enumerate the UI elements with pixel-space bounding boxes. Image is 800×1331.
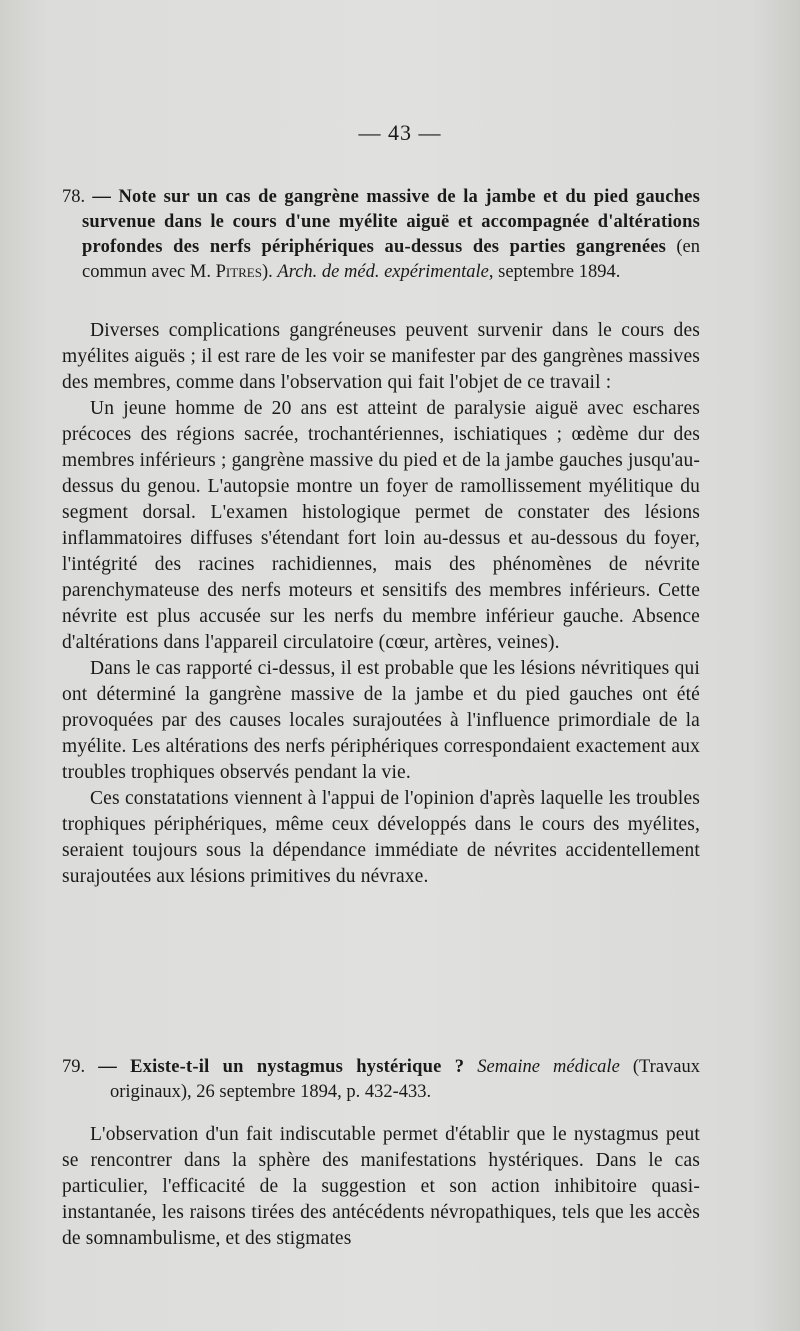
entry-79-citation	[62, 1055, 700, 1105]
entry-79-heading	[62, 1055, 700, 1105]
entry-79-body	[62, 1122, 700, 1252]
page-number: — 43 —	[358, 120, 442, 145]
entry-78-coauthor-suffix: ).	[261, 262, 278, 282]
entry-78-paragraph-2: Un jeune homme de 20 ans est atteint de paralysie aiguë avec eschares précoces des régions sacrée, trochantériennes, ischiatiques ; œdème dur des membres inférieurs ; gangrène massive du pied et de la jambe gauches jusqu'au-dessus du genou. L'autopsie montre un foyer de ramollissement myélitique du segment dorsal. L'examen histologique permet de constater des lésions inflammatoires diffuses s'étendant fort loin au-dessus et au-dessous du foyer, l'intégrité des racines rachidiennes, mais des phénomènes de névrite parenchymateuse des nerfs moteurs et sensitifs des membres inférieurs. Cette névrite est plus accusée sur les nerfs du membre inférieur gauche. Absence d'altérations dans l'appareil circulatoire (cœur, artères, veines).	[62, 398, 700, 653]
entry-78-paragraph-4: Ces constatations viennent à l'appui de l'opinion d'après laquelle les troubles trophiques périphériques, même ceux développés dans le cours des myélites, seraient toujours sous la dépendance immédiate de névrites accidentellement surajoutées aux lésions primitives du névraxe.	[62, 788, 700, 887]
entry-78-paragraph-3: Dans le cas rapporté ci-dessus, il est probable que les lésions névritiques qui ont déterminé la gangrène massive de la jambe et du pied gauches ont été provoquées par des causes locales surajoutées à l'influence primordiale de la myélite. Les altérations des nerfs périphériques correspondaient exactement aux troubles trophiques observés pendant la vie.	[62, 658, 700, 783]
entry-78-heading	[62, 185, 700, 285]
entry-78-number: 78.	[62, 187, 86, 207]
entry-79-source: Semaine médicale	[477, 1057, 620, 1077]
entry-78-paragraph-1: Diverses complications gangréneuses peuvent survenir dans le cours des myélites aiguës ; il est rare de les voir se manifester par des gangrènes massives des membres, comme dans l'observation qui fait l'objet de ce travail :	[62, 320, 700, 393]
entry-79-paragraph-1: L'observation d'un fait indiscutable permet d'établir que le nystagmus peut se rencontrer dans la sphère des manifestations hystériques. Dans le cas particulier, l'efficacité de la suggestion et son action inhibitoire quasi-instantanée, les raisons tirées des antécédents névropathiques, tels que les accès de somnambulisme, et des stigmates	[62, 1124, 700, 1249]
entry-78-coauthor-prefix: (en commun avec M.	[82, 237, 700, 282]
entry-79-number: 79.	[62, 1057, 86, 1077]
entry-78-body	[62, 318, 700, 890]
entry-78-coauthor: Pitres	[215, 262, 262, 282]
entry-79-title: — Existe-t-il un nystagmus hystérique ?	[98, 1057, 465, 1077]
entry-78-title: — Note sur un cas de gangrène massive de la jambe et du pied gauches survenue dans le cours d'une myélite aiguë et accompagnée d'altérations profondes des nerfs périphériques au-dessus des parties gangrenées	[82, 187, 700, 257]
entry-78-citation	[62, 185, 700, 285]
entry-79-source-suffix: (Travaux originaux), 26 septembre 1894, p. 432-433.	[110, 1057, 700, 1102]
entry-78-source: Arch. de méd. expérimentale	[277, 262, 489, 282]
entry-78-source-suffix: , septembre 1894.	[488, 262, 621, 282]
